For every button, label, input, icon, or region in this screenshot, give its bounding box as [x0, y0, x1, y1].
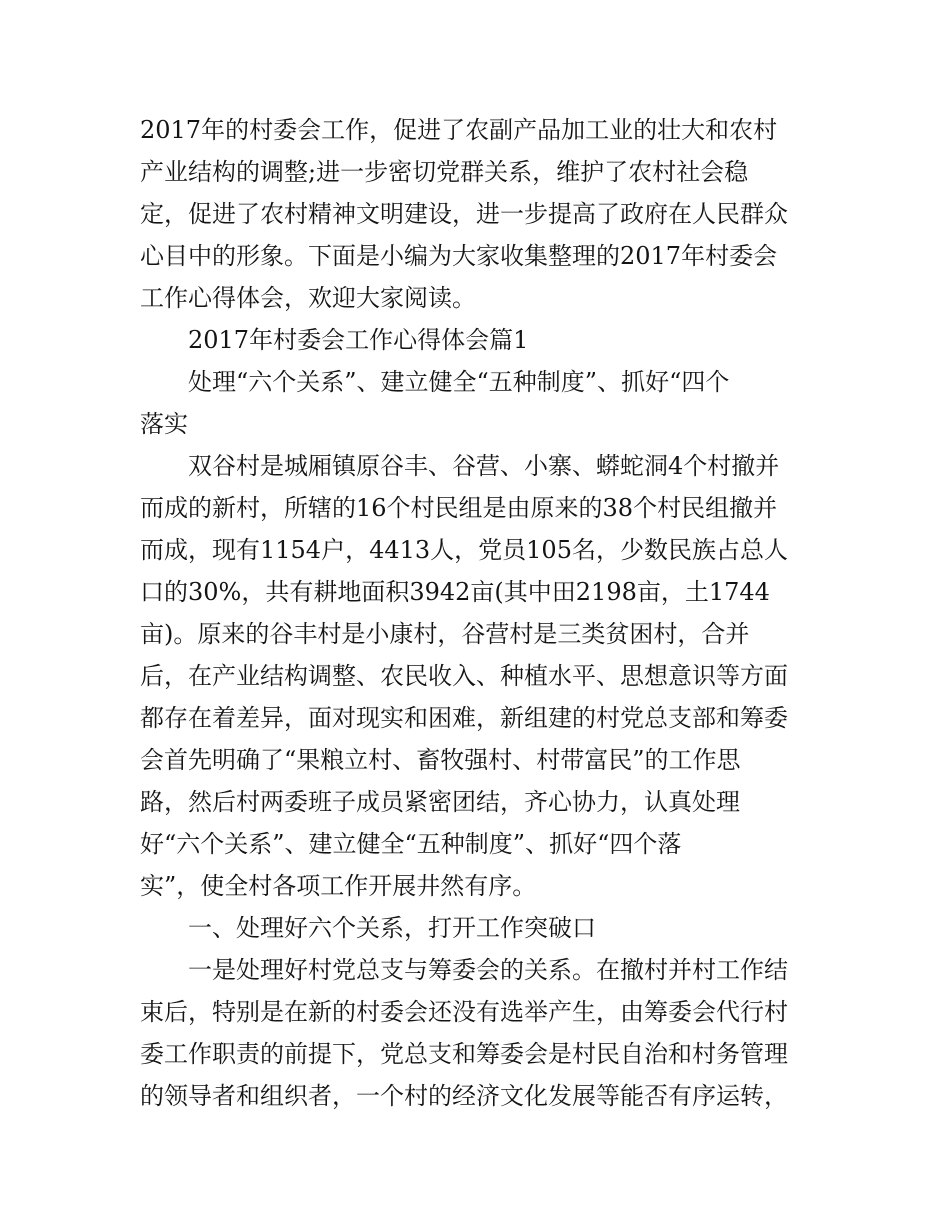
- text-line: 委工作职责的前提下，党总支和筹委会是村民自治和村务管理: [140, 1040, 788, 1068]
- text-line: 口的30%，共有耕地面积3942亩(其中田2198亩，土1744: [140, 578, 770, 606]
- text-line: 落实: [140, 410, 188, 438]
- text-line: 定，促进了农村精神文明建设，进一步提高了政府在人民群众: [140, 200, 788, 228]
- text-line: 都存在着差异，面对现实和困难，新组建的村党总支部和筹委: [140, 704, 788, 732]
- text-line: 产业结构的调整;进一步密切党群关系，维护了农村社会稳: [140, 158, 749, 186]
- text-line: 路，然后村两委班子成员紧密团结，齐心协力，认真处理: [140, 788, 740, 816]
- text-line: 亩)。原来的谷丰村是小康村，谷营村是三类贫困村，合并: [140, 620, 750, 648]
- text-line: 双谷村是城厢镇原谷丰、谷营、小寨、蟒蛇洞4个村撤并: [188, 452, 780, 480]
- text-line: 处理“六个关系”、建立健全“五种制度”、抓好“四个: [188, 368, 730, 396]
- text-line: 的领导者和组织者，一个村的经济文化发展等能否有序运转，: [140, 1082, 788, 1110]
- text-line: 心目中的形象。下面是小编为大家收集整理的2017年村委会: [140, 242, 778, 270]
- text-line: 一是处理好村党总支与筹委会的关系。在撤村并村工作结: [188, 956, 788, 984]
- text-line: 2017年的村委会工作，促进了农副产品加工业的壮大和农村: [140, 116, 778, 144]
- section-heading: 一、处理好六个关系，打开工作突破口: [188, 914, 596, 942]
- text-line: 实”，使全村各项工作开展井然有序。: [140, 872, 537, 900]
- text-line: 会首先明确了“果粮立村、畜牧强村、村带富民”的工作思: [140, 746, 741, 774]
- text-line: 后，在产业结构调整、农民收入、种植水平、思想意识等方面: [140, 662, 788, 690]
- text-line: 而成，现有1154户，4413人，党员105名，少数民族占总人: [140, 536, 788, 564]
- text-line: 束后，特别是在新的村委会还没有选举产生，由筹委会代行村: [140, 998, 788, 1026]
- text-line: 而成的新村，所辖的16个村民组是由原来的38个村民组撤并: [140, 494, 778, 522]
- text-line: 好“六个关系”、建立健全“五种制度”、抓好“四个落: [140, 830, 682, 858]
- text-line: 工作心得体会，欢迎大家阅读。: [140, 284, 476, 312]
- section-heading: 2017年村委会工作心得体会篇1: [188, 326, 529, 354]
